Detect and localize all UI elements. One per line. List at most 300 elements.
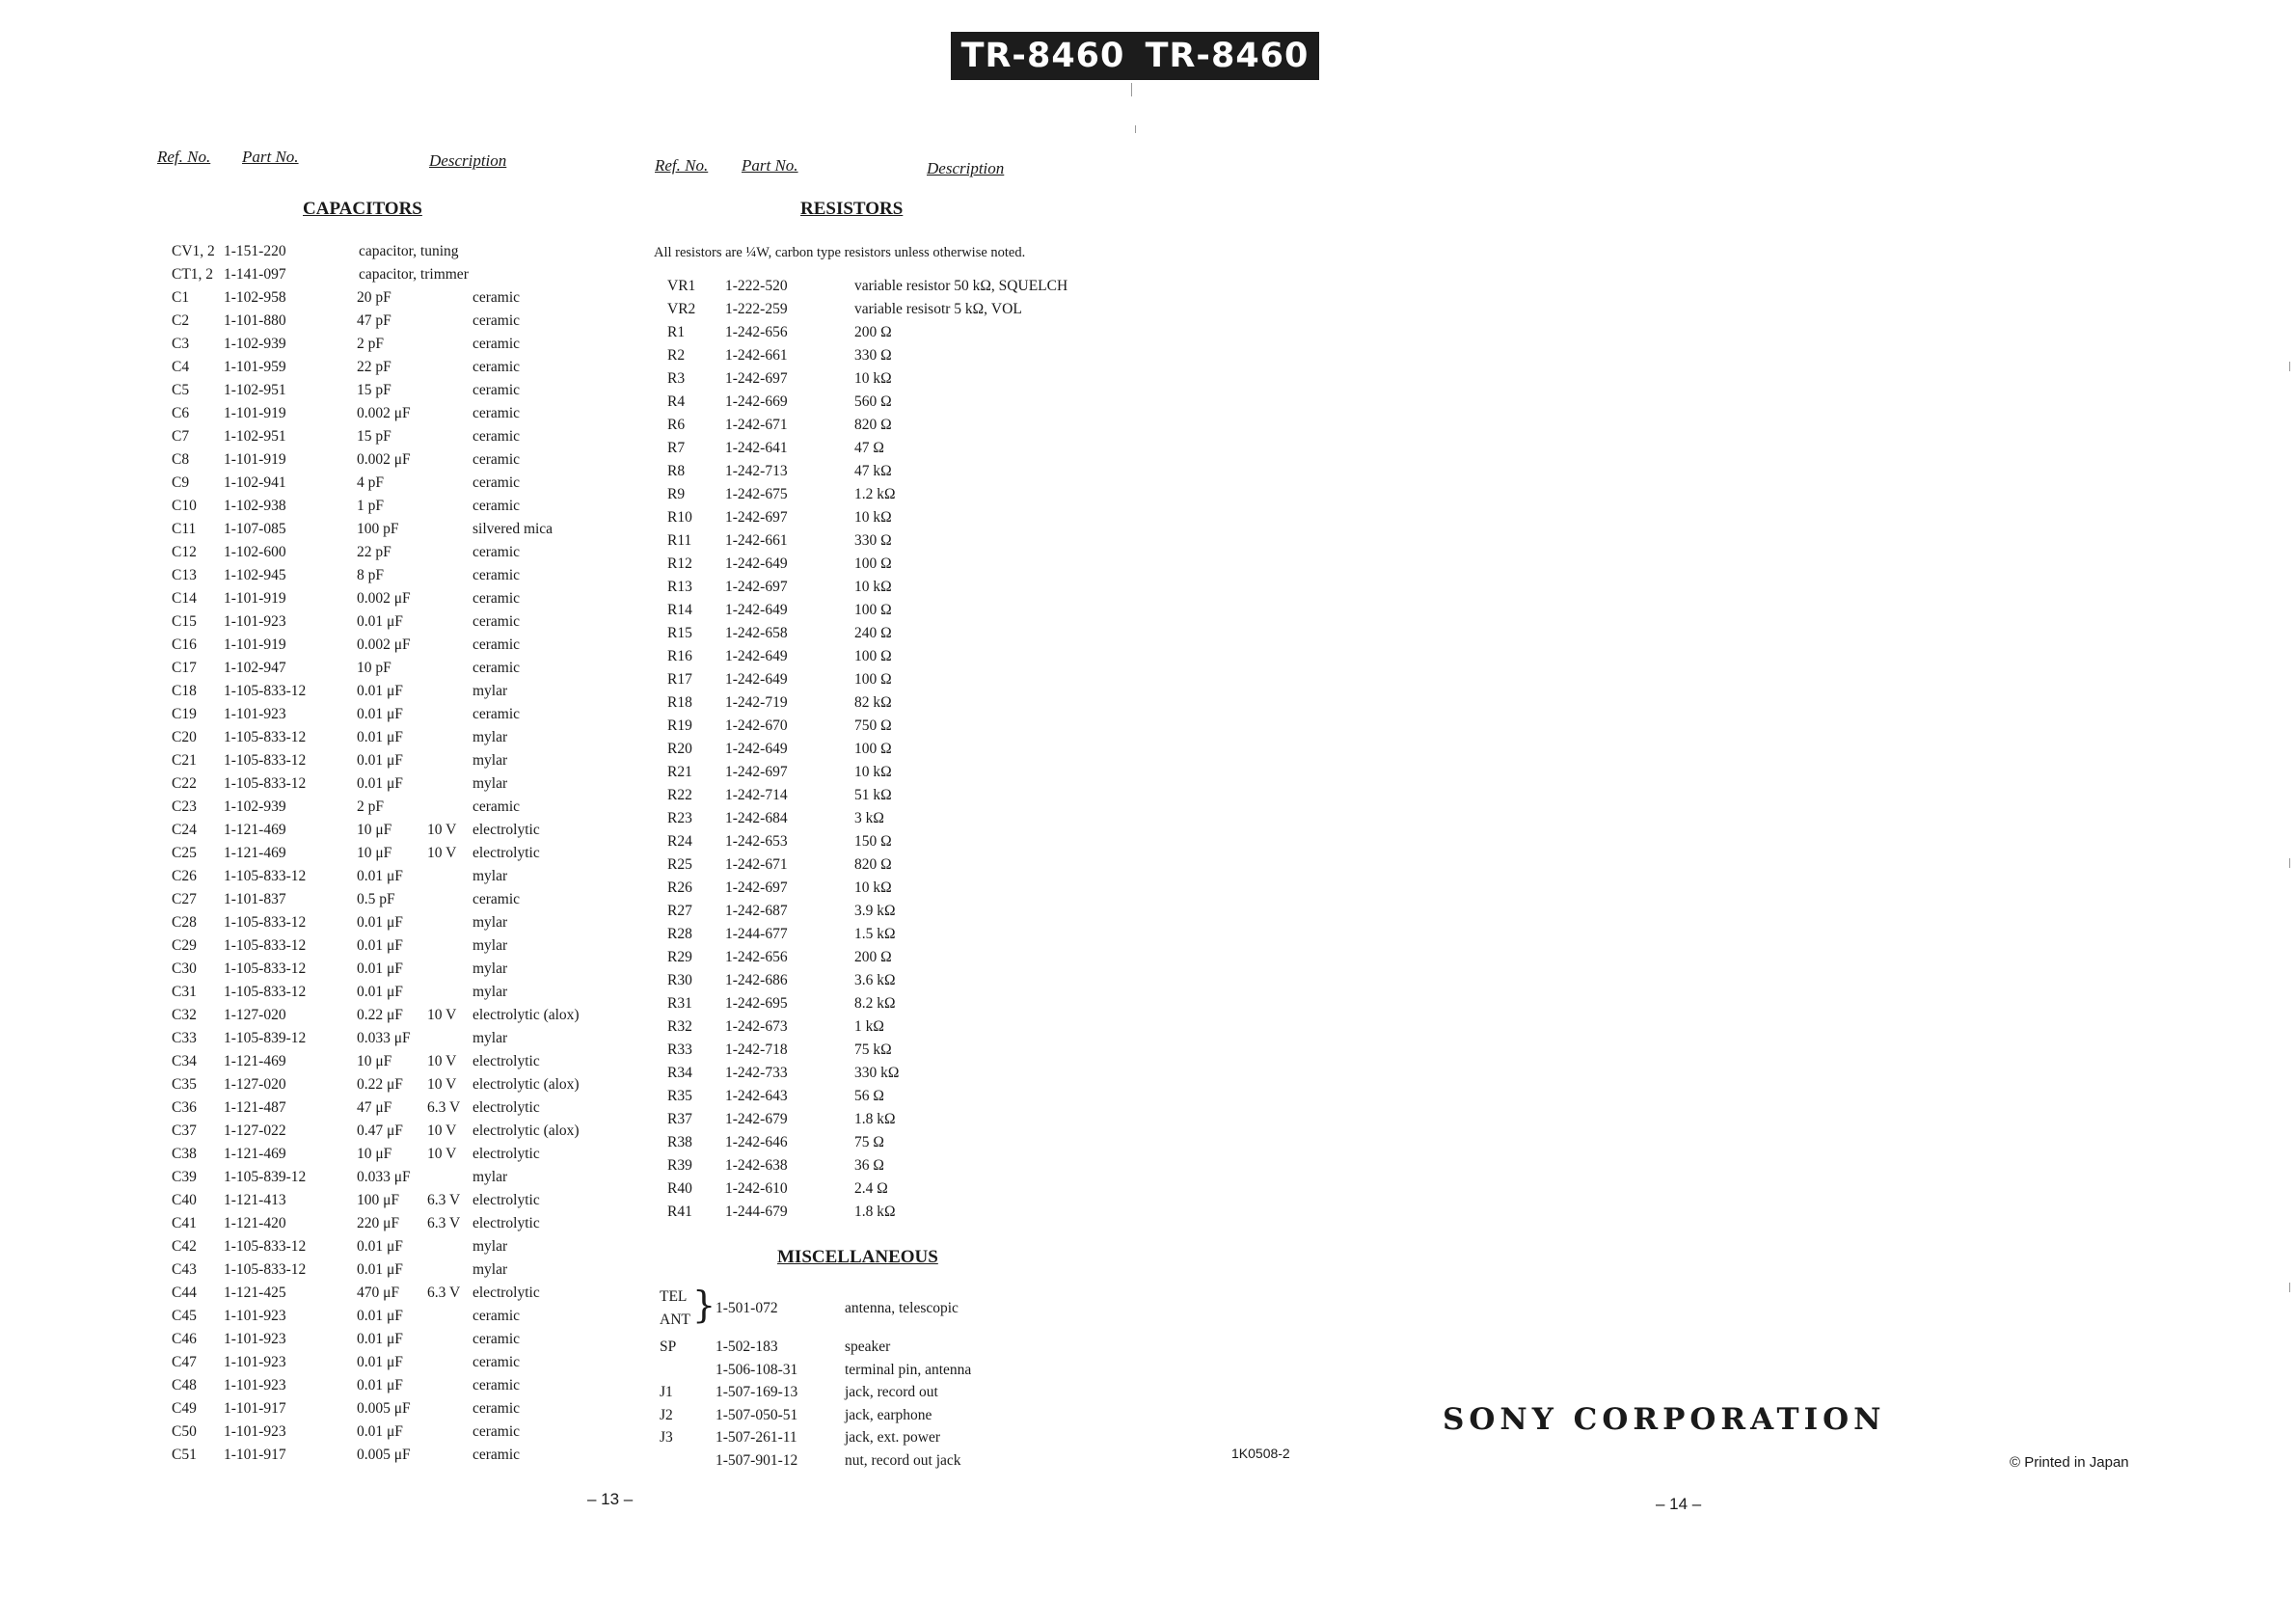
capacitor-part: 1-101-923 bbox=[224, 706, 286, 722]
capacitor-type: mylar bbox=[473, 937, 508, 954]
misc-ref: J1 bbox=[660, 1384, 673, 1400]
resistor-row bbox=[656, 1018, 1157, 1041]
resistor-part: 1-242-697 bbox=[725, 370, 788, 387]
capacitor-value: 10 μF bbox=[357, 845, 392, 861]
capacitor-part: 1-121-487 bbox=[224, 1099, 286, 1116]
capacitor-ref: C8 bbox=[172, 451, 190, 468]
capacitor-voltage: 10 V bbox=[427, 1123, 457, 1139]
capacitor-row bbox=[154, 1261, 636, 1285]
resistor-part: 1-242-697 bbox=[725, 509, 788, 526]
capacitor-row bbox=[154, 1354, 636, 1377]
resistor-part: 1-242-671 bbox=[725, 417, 788, 433]
resistor-desc: 1.5 kΩ bbox=[854, 926, 896, 942]
resistor-part: 1-242-714 bbox=[725, 787, 788, 803]
capacitor-list bbox=[154, 243, 636, 1477]
capacitor-value: 0.01 μF bbox=[357, 683, 403, 699]
capacitor-value: 15 pF bbox=[357, 428, 392, 445]
capacitor-type: ceramic bbox=[473, 1447, 521, 1463]
capacitor-part: 1-101-923 bbox=[224, 1354, 286, 1370]
capacitor-ref: C14 bbox=[172, 590, 197, 607]
capacitor-row bbox=[154, 521, 636, 544]
capacitor-ref: C15 bbox=[172, 613, 197, 630]
capacitor-row bbox=[154, 1030, 636, 1053]
resistor-ref: R24 bbox=[667, 833, 692, 850]
resistor-desc: 330 Ω bbox=[854, 347, 892, 364]
resistor-desc: variable resistor 50 kΩ, SQUELCH bbox=[854, 278, 1068, 294]
capacitor-value: 0.01 μF bbox=[357, 752, 403, 769]
capacitor-part: 1-121-413 bbox=[224, 1192, 286, 1208]
capacitor-type: mylar bbox=[473, 752, 508, 769]
resistor-ref: R7 bbox=[667, 440, 686, 456]
capacitor-value: 0.005 μF bbox=[357, 1400, 411, 1417]
capacitor-type: mylar bbox=[473, 1261, 508, 1278]
resistor-part: 1-242-649 bbox=[725, 555, 788, 572]
resistor-part: 1-242-658 bbox=[725, 625, 788, 641]
capacitor-type: ceramic bbox=[473, 474, 521, 491]
capacitor-part: 1-101-880 bbox=[224, 312, 286, 329]
capacitor-type: ceramic bbox=[473, 660, 521, 676]
capacitor-ref: C38 bbox=[172, 1146, 197, 1162]
misc-row bbox=[656, 1362, 1157, 1385]
capacitor-type: ceramic bbox=[473, 1423, 521, 1440]
resistor-ref: R12 bbox=[667, 555, 692, 572]
misc-part: 1-507-050-51 bbox=[716, 1406, 798, 1423]
capacitor-ref: C47 bbox=[172, 1354, 197, 1370]
misc-part: 1-506-108-31 bbox=[716, 1361, 798, 1378]
resistor-row bbox=[656, 625, 1157, 648]
capacitor-type: ceramic bbox=[473, 613, 521, 630]
resistor-row bbox=[656, 810, 1157, 833]
scan-mark bbox=[2289, 362, 2290, 371]
capacitor-type: silvered mica bbox=[473, 521, 554, 537]
capacitor-voltage: 10 V bbox=[427, 822, 457, 838]
capacitor-type: mylar bbox=[473, 960, 508, 977]
capacitor-type: ceramic bbox=[473, 1400, 521, 1417]
resistor-ref: R17 bbox=[667, 671, 692, 688]
capacitor-part: 1-101-959 bbox=[224, 359, 286, 375]
resistor-row bbox=[656, 463, 1157, 486]
resistor-part: 1-242-719 bbox=[725, 694, 788, 711]
capacitor-type: ceramic bbox=[473, 567, 521, 583]
capacitor-row bbox=[154, 567, 636, 590]
capacitor-row bbox=[154, 498, 636, 521]
capacitor-part: 1-105-833-12 bbox=[224, 914, 307, 931]
capacitor-desc: capacitor, tuning bbox=[359, 243, 459, 259]
capacitor-row bbox=[154, 266, 636, 289]
resistor-row bbox=[656, 509, 1157, 532]
capacitor-ref: C5 bbox=[172, 382, 190, 398]
capacitor-row bbox=[154, 405, 636, 428]
resistor-part: 1-242-661 bbox=[725, 347, 788, 364]
resistor-part: 1-244-679 bbox=[725, 1204, 788, 1220]
capacitor-type: ceramic bbox=[473, 1377, 521, 1393]
col-description-left: Description bbox=[429, 151, 507, 170]
capacitor-part: 1-105-833-12 bbox=[224, 960, 307, 977]
resistor-part: 1-242-697 bbox=[725, 879, 788, 896]
capacitor-voltage: 10 V bbox=[427, 1053, 457, 1069]
capacitor-row bbox=[154, 775, 636, 798]
capacitor-voltage: 10 V bbox=[427, 845, 457, 861]
model-label-1: TR-8460 bbox=[960, 37, 1125, 75]
capacitor-ref: C31 bbox=[172, 984, 197, 1000]
capacitor-part: 1-101-919 bbox=[224, 636, 286, 653]
capacitor-part: 1-105-833-12 bbox=[224, 868, 307, 884]
resistor-row bbox=[656, 903, 1157, 926]
resistor-ref: R28 bbox=[667, 926, 692, 942]
capacitor-type: ceramic bbox=[473, 636, 521, 653]
resistor-ref: R18 bbox=[667, 694, 692, 711]
resistor-part: 1-242-656 bbox=[725, 949, 788, 965]
resistor-ref: R9 bbox=[667, 486, 686, 502]
resistor-desc: 330 Ω bbox=[854, 532, 892, 549]
resistor-desc: 47 kΩ bbox=[854, 463, 892, 479]
capacitor-row bbox=[154, 1400, 636, 1423]
capacitor-ref: C35 bbox=[172, 1076, 197, 1093]
resistor-part: 1-242-643 bbox=[725, 1088, 788, 1104]
capacitor-part: 1-105-833-12 bbox=[224, 775, 307, 792]
capacitor-value: 0.01 μF bbox=[357, 1331, 403, 1347]
capacitor-ref: C20 bbox=[172, 729, 197, 745]
resistor-ref: R29 bbox=[667, 949, 692, 965]
capacitor-value: 0.01 μF bbox=[357, 868, 403, 884]
capacitor-ref: C24 bbox=[172, 822, 197, 838]
resistor-desc: 3.9 kΩ bbox=[854, 903, 896, 919]
capacitor-row bbox=[154, 752, 636, 775]
capacitor-ref: C50 bbox=[172, 1423, 197, 1440]
resistor-row bbox=[656, 1065, 1157, 1088]
resistor-desc: 200 Ω bbox=[854, 949, 892, 965]
misc-desc: terminal pin, antenna bbox=[845, 1361, 972, 1378]
capacitor-part: 1-102-938 bbox=[224, 498, 286, 514]
resistor-row bbox=[656, 324, 1157, 347]
capacitor-ref: C45 bbox=[172, 1308, 197, 1324]
capacitor-value: 15 pF bbox=[357, 382, 392, 398]
resistor-desc: 100 Ω bbox=[854, 602, 892, 618]
resistor-part: 1-242-684 bbox=[725, 810, 788, 826]
capacitor-type: ceramic bbox=[473, 498, 521, 514]
capacitor-value: 0.002 μF bbox=[357, 405, 411, 421]
resistor-row bbox=[656, 972, 1157, 995]
capacitor-value: 100 μF bbox=[357, 1192, 400, 1208]
capacitor-row bbox=[154, 474, 636, 498]
misc-ref-tel: TEL bbox=[660, 1288, 688, 1305]
capacitor-ref: C34 bbox=[172, 1053, 197, 1069]
resistor-ref: R32 bbox=[667, 1018, 692, 1035]
resistor-row bbox=[656, 532, 1157, 555]
resistor-desc: 1 kΩ bbox=[854, 1018, 884, 1035]
resistor-desc: 1.8 kΩ bbox=[854, 1111, 896, 1127]
capacitor-ref: C22 bbox=[172, 775, 197, 792]
resistor-part: 1-242-649 bbox=[725, 602, 788, 618]
misc-row-antenna bbox=[656, 1300, 1157, 1323]
capacitor-voltage: 10 V bbox=[427, 1076, 457, 1093]
capacitor-part: 1-121-425 bbox=[224, 1285, 286, 1301]
resistor-part: 1-242-646 bbox=[725, 1134, 788, 1150]
capacitor-ref: C30 bbox=[172, 960, 197, 977]
capacitor-type: ceramic bbox=[473, 1308, 521, 1324]
capacitor-row bbox=[154, 798, 636, 822]
capacitor-part: 1-127-020 bbox=[224, 1076, 286, 1093]
capacitor-type: electrolytic bbox=[473, 1146, 540, 1162]
resistor-desc: 200 Ω bbox=[854, 324, 892, 340]
resistor-ref: R3 bbox=[667, 370, 686, 387]
capacitor-ref: C4 bbox=[172, 359, 190, 375]
capacitor-value: 0.01 μF bbox=[357, 1423, 403, 1440]
page-number-left: – 13 – bbox=[587, 1490, 634, 1508]
capacitor-value: 22 pF bbox=[357, 544, 392, 560]
capacitor-value: 0.47 μF bbox=[357, 1123, 403, 1139]
capacitor-row bbox=[154, 451, 636, 474]
resistor-desc: 3 kΩ bbox=[854, 810, 884, 826]
capacitor-row bbox=[154, 845, 636, 868]
resistor-row bbox=[656, 1204, 1157, 1227]
resistor-desc: 75 Ω bbox=[854, 1134, 884, 1150]
capacitor-ref: C7 bbox=[172, 428, 190, 445]
capacitor-row bbox=[154, 984, 636, 1007]
capacitor-value: 470 μF bbox=[357, 1285, 400, 1301]
resistor-row bbox=[656, 1157, 1157, 1180]
capacitor-value: 10 μF bbox=[357, 822, 392, 838]
capacitor-value: 0.002 μF bbox=[357, 451, 411, 468]
capacitor-type: ceramic bbox=[473, 336, 521, 352]
resistor-part: 1-242-669 bbox=[725, 393, 788, 410]
capacitor-type: ceramic bbox=[473, 382, 521, 398]
capacitor-row bbox=[154, 706, 636, 729]
capacitor-row bbox=[154, 960, 636, 984]
resistor-part: 1-242-697 bbox=[725, 764, 788, 780]
resistor-part: 1-242-671 bbox=[725, 856, 788, 873]
capacitor-value: 0.002 μF bbox=[357, 590, 411, 607]
resistor-ref: R34 bbox=[667, 1065, 692, 1081]
resistor-ref: R38 bbox=[667, 1134, 692, 1150]
resistor-desc: 10 kΩ bbox=[854, 370, 892, 387]
resistor-ref: R31 bbox=[667, 995, 692, 1012]
misc-part: 1-507-901-12 bbox=[716, 1451, 798, 1469]
capacitor-type: mylar bbox=[473, 775, 508, 792]
resistor-desc: 560 Ω bbox=[854, 393, 892, 410]
resistor-part: 1-244-677 bbox=[725, 926, 788, 942]
capacitor-part: 1-101-919 bbox=[224, 405, 286, 421]
capacitor-row bbox=[154, 1308, 636, 1331]
resistor-row bbox=[656, 879, 1157, 903]
capacitor-part: 1-127-020 bbox=[224, 1007, 286, 1023]
resistor-row bbox=[656, 671, 1157, 694]
capacitor-value: 0.005 μF bbox=[357, 1447, 411, 1463]
capacitor-part: 1-102-939 bbox=[224, 336, 286, 352]
capacitor-ref: CV1, 2 bbox=[172, 243, 215, 259]
capacitor-ref: C32 bbox=[172, 1007, 197, 1023]
capacitor-part: 1-105-833-12 bbox=[224, 984, 307, 1000]
resistor-part: 1-242-653 bbox=[725, 833, 788, 850]
capacitor-value: 0.01 μF bbox=[357, 1308, 403, 1324]
resistor-part: 1-242-656 bbox=[725, 324, 788, 340]
col-part-no-left: Part No. bbox=[242, 148, 299, 166]
capacitor-type: ceramic bbox=[473, 798, 521, 815]
capacitor-part: 1-101-919 bbox=[224, 590, 286, 607]
capacitor-part: 1-101-923 bbox=[224, 1377, 286, 1393]
capacitor-ref: C36 bbox=[172, 1099, 197, 1116]
capacitor-value: 2 pF bbox=[357, 798, 384, 815]
capacitor-row bbox=[154, 1123, 636, 1146]
resistor-desc: 1.8 kΩ bbox=[854, 1204, 896, 1220]
document-code: 1K0508-2 bbox=[1231, 1446, 1290, 1461]
capacitor-value: 0.01 μF bbox=[357, 914, 403, 931]
col-description-right: Description bbox=[927, 159, 1005, 177]
capacitor-type: ceramic bbox=[473, 891, 521, 907]
capacitor-part: 1-101-923 bbox=[224, 1423, 286, 1440]
resistor-part: 1-242-713 bbox=[725, 463, 788, 479]
scan-mark bbox=[2289, 1283, 2290, 1292]
capacitor-row bbox=[154, 289, 636, 312]
misc-desc: jack, earphone bbox=[845, 1406, 932, 1423]
capacitor-row bbox=[154, 868, 636, 891]
capacitor-row bbox=[154, 1169, 636, 1192]
capacitor-row bbox=[154, 1423, 636, 1447]
capacitor-ref: C3 bbox=[172, 336, 190, 352]
capacitor-value: 0.01 μF bbox=[357, 775, 403, 792]
capacitor-value: 10 μF bbox=[357, 1053, 392, 1069]
capacitor-row bbox=[154, 1146, 636, 1169]
resistor-ref: R16 bbox=[667, 648, 692, 664]
resistor-row bbox=[656, 995, 1157, 1018]
resistor-ref: R25 bbox=[667, 856, 692, 873]
resistor-part: 1-242-687 bbox=[725, 903, 788, 919]
resistor-row bbox=[656, 555, 1157, 579]
capacitor-type: electrolytic bbox=[473, 1192, 540, 1208]
resistor-desc: 10 kΩ bbox=[854, 509, 892, 526]
capacitor-part: 1-101-923 bbox=[224, 1331, 286, 1347]
capacitor-ref: C16 bbox=[172, 636, 197, 653]
resistor-row bbox=[656, 741, 1157, 764]
resistor-row bbox=[656, 278, 1157, 301]
capacitor-part: 1-121-469 bbox=[224, 845, 286, 861]
capacitor-row bbox=[154, 1377, 636, 1400]
resistor-ref: R8 bbox=[667, 463, 686, 479]
capacitor-type: mylar bbox=[473, 1169, 508, 1185]
capacitor-part: 1-101-919 bbox=[224, 451, 286, 468]
capacitor-value: 4 pF bbox=[357, 474, 384, 491]
capacitor-part: 1-102-941 bbox=[224, 474, 286, 491]
resistor-part: 1-242-649 bbox=[725, 671, 788, 688]
resistor-ref: R2 bbox=[667, 347, 686, 364]
capacitor-row bbox=[154, 336, 636, 359]
resistor-desc: 10 kΩ bbox=[854, 764, 892, 780]
capacitor-part: 1-102-600 bbox=[224, 544, 286, 560]
resistor-part: 1-242-638 bbox=[725, 1157, 788, 1174]
resistor-row bbox=[656, 648, 1157, 671]
resistor-row bbox=[656, 347, 1157, 370]
capacitor-voltage: 6.3 V bbox=[427, 1099, 461, 1116]
misc-list bbox=[656, 1283, 1157, 1475]
resistor-ref: VR1 bbox=[667, 278, 696, 294]
misc-desc: jack, ext. power bbox=[845, 1429, 940, 1446]
resistor-part: 1-222-259 bbox=[725, 301, 788, 317]
capacitor-part: 1-105-833-12 bbox=[224, 729, 307, 745]
capacitor-type: mylar bbox=[473, 868, 508, 884]
capacitor-value: 47 μF bbox=[357, 1099, 392, 1116]
capacitor-part: 1-121-469 bbox=[224, 1053, 286, 1069]
capacitors-title: CAPACITORS bbox=[303, 199, 422, 219]
capacitor-value: 0.01 μF bbox=[357, 1261, 403, 1278]
resistor-desc: 820 Ω bbox=[854, 856, 892, 873]
misc-part-antenna: 1-501-072 bbox=[716, 1300, 778, 1316]
capacitor-ref: C29 bbox=[172, 937, 197, 954]
capacitor-type: electrolytic bbox=[473, 1053, 540, 1069]
resistor-ref: R20 bbox=[667, 741, 692, 757]
capacitor-type: electrolytic (alox) bbox=[473, 1007, 580, 1023]
resistor-list bbox=[656, 278, 1157, 1232]
capacitor-row bbox=[154, 312, 636, 336]
capacitor-type: mylar bbox=[473, 1238, 508, 1255]
capacitor-row bbox=[154, 636, 636, 660]
capacitor-part: 1-102-951 bbox=[224, 382, 286, 398]
capacitor-ref: C17 bbox=[172, 660, 197, 676]
capacitor-type: mylar bbox=[473, 683, 508, 699]
resistor-desc: variable resisotr 5 kΩ, VOL bbox=[854, 301, 1022, 317]
capacitor-row bbox=[154, 1099, 636, 1123]
misc-desc-antenna: antenna, telescopic bbox=[845, 1300, 959, 1316]
capacitor-ref: C6 bbox=[172, 405, 190, 421]
resistor-row bbox=[656, 694, 1157, 717]
capacitor-type: ceramic bbox=[473, 359, 521, 375]
resistors-note: All resistors are ¼W, carbon type resistors unless otherwise noted. bbox=[654, 245, 1026, 260]
page-number-right: – 14 – bbox=[1656, 1495, 1702, 1513]
capacitor-value: 0.002 μF bbox=[357, 636, 411, 653]
resistor-ref: R1 bbox=[667, 324, 686, 340]
capacitor-value: 0.01 μF bbox=[357, 984, 403, 1000]
capacitor-part: 1-105-833-12 bbox=[224, 752, 307, 769]
misc-title: MISCELLANEOUS bbox=[777, 1247, 938, 1267]
resistor-row bbox=[656, 301, 1157, 324]
resistor-row bbox=[656, 393, 1157, 417]
capacitor-type: ceramic bbox=[473, 1354, 521, 1370]
capacitor-row bbox=[154, 590, 636, 613]
capacitor-ref: C33 bbox=[172, 1030, 197, 1046]
capacitor-row bbox=[154, 914, 636, 937]
resistor-part: 1-242-649 bbox=[725, 648, 788, 664]
resistor-row bbox=[656, 579, 1157, 602]
capacitor-type: ceramic bbox=[473, 590, 521, 607]
capacitor-part: 1-105-833-12 bbox=[224, 937, 307, 954]
capacitor-value: 220 μF bbox=[357, 1215, 400, 1231]
capacitor-row bbox=[154, 243, 636, 266]
capacitor-voltage: 6.3 V bbox=[427, 1215, 461, 1231]
col-ref-no-right: Ref. No. bbox=[655, 156, 709, 175]
capacitor-value: 0.01 μF bbox=[357, 1238, 403, 1255]
capacitor-value: 47 pF bbox=[357, 312, 392, 329]
capacitor-part: 1-102-947 bbox=[224, 660, 286, 676]
brace-icon: } bbox=[692, 1284, 716, 1326]
capacitor-value: 0.033 μF bbox=[357, 1030, 411, 1046]
capacitor-voltage: 6.3 V bbox=[427, 1192, 461, 1208]
capacitor-voltage: 10 V bbox=[427, 1146, 457, 1162]
capacitor-ref: C43 bbox=[172, 1261, 197, 1278]
capacitor-ref: C1 bbox=[172, 289, 190, 306]
capacitor-part: 1-101-923 bbox=[224, 1308, 286, 1324]
capacitor-row bbox=[154, 891, 636, 914]
resistor-row bbox=[656, 417, 1157, 440]
capacitor-ref: C37 bbox=[172, 1123, 197, 1139]
resistor-desc: 750 Ω bbox=[854, 717, 892, 734]
resistor-desc: 100 Ω bbox=[854, 648, 892, 664]
resistor-desc: 10 kΩ bbox=[854, 879, 892, 896]
scan-mark bbox=[2289, 858, 2290, 868]
capacitor-value: 20 pF bbox=[357, 289, 392, 306]
capacitor-type: ceramic bbox=[473, 1331, 521, 1347]
capacitor-type: ceramic bbox=[473, 544, 521, 560]
resistor-desc: 2.4 Ω bbox=[854, 1180, 888, 1197]
resistor-desc: 100 Ω bbox=[854, 555, 892, 572]
